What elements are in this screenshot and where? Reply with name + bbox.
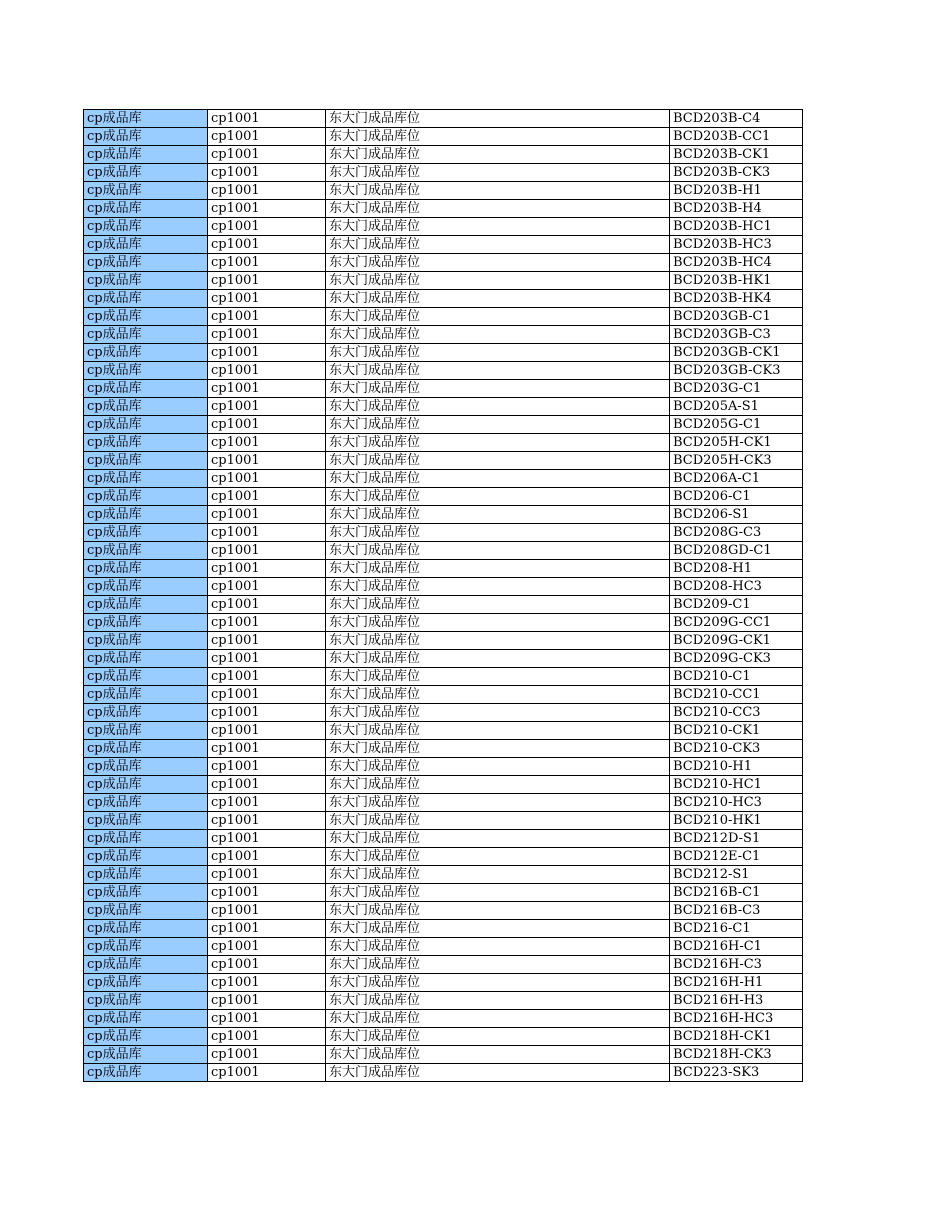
warehouse-cell[interactable]: cp成品库	[84, 722, 208, 740]
model-cell[interactable]: BCD203B-H1	[670, 182, 803, 200]
warehouse-cell[interactable]: cp成品库	[84, 884, 208, 902]
warehouse-cell[interactable]: cp成品库	[84, 830, 208, 848]
model-cell[interactable]: BCD203B-C4	[670, 110, 803, 128]
code-cell[interactable]: cp1001	[208, 290, 326, 308]
warehouse-cell[interactable]: cp成品库	[84, 254, 208, 272]
warehouse-cell[interactable]: cp成品库	[84, 326, 208, 344]
warehouse-cell[interactable]: cp成品库	[84, 686, 208, 704]
table-row	[84, 632, 803, 650]
location-cell[interactable]: 东大门成品库位	[326, 308, 670, 326]
warehouse-cell[interactable]: cp成品库	[84, 362, 208, 380]
table-row	[84, 920, 803, 938]
code-cell[interactable]: cp1001	[208, 992, 326, 1010]
table-row	[84, 560, 803, 578]
location-cell[interactable]: 东大门成品库位	[326, 182, 670, 200]
location-cell[interactable]: 东大门成品库位	[326, 524, 670, 542]
table-row	[84, 686, 803, 704]
code-cell[interactable]: cp1001	[208, 920, 326, 938]
location-cell[interactable]: 东大门成品库位	[326, 344, 670, 362]
table-row	[84, 866, 803, 884]
location-cell[interactable]: 东大门成品库位	[326, 740, 670, 758]
warehouse-cell[interactable]: cp成品库	[84, 344, 208, 362]
location-cell[interactable]: 东大门成品库位	[326, 1028, 670, 1046]
model-cell[interactable]: BCD210-HK1	[670, 812, 803, 830]
model-cell[interactable]: BCD216H-HC3	[670, 1010, 803, 1028]
location-cell[interactable]: 东大门成品库位	[326, 596, 670, 614]
location-cell[interactable]: 东大门成品库位	[326, 146, 670, 164]
location-cell[interactable]: 东大门成品库位	[326, 326, 670, 344]
code-cell[interactable]: cp1001	[208, 560, 326, 578]
model-cell[interactable]: BCD203B-CC1	[670, 128, 803, 146]
warehouse-cell[interactable]: cp成品库	[84, 110, 208, 128]
table-row	[84, 1028, 803, 1046]
warehouse-cell[interactable]: cp成品库	[84, 1010, 208, 1028]
model-cell[interactable]: BCD208-HC3	[670, 578, 803, 596]
table-row	[84, 884, 803, 902]
model-cell[interactable]: BCD212-S1	[670, 866, 803, 884]
code-cell[interactable]: cp1001	[208, 488, 326, 506]
code-cell[interactable]: cp1001	[208, 254, 326, 272]
code-cell[interactable]: cp1001	[208, 578, 326, 596]
table-row	[84, 704, 803, 722]
model-cell[interactable]: BCD216B-C3	[670, 902, 803, 920]
model-cell[interactable]: BCD203B-HC1	[670, 218, 803, 236]
warehouse-cell[interactable]: cp成品库	[84, 668, 208, 686]
table-row	[84, 344, 803, 362]
model-cell[interactable]: BCD203GB-C1	[670, 308, 803, 326]
model-cell[interactable]: BCD216B-C1	[670, 884, 803, 902]
table-row	[84, 362, 803, 380]
table-row	[84, 812, 803, 830]
table-row	[84, 974, 803, 992]
code-cell[interactable]: cp1001	[208, 398, 326, 416]
table-row	[84, 182, 803, 200]
code-cell[interactable]: cp1001	[208, 380, 326, 398]
code-cell[interactable]: cp1001	[208, 848, 326, 866]
warehouse-cell[interactable]: cp成品库	[84, 524, 208, 542]
model-cell[interactable]: BCD203B-HC4	[670, 254, 803, 272]
table-row	[84, 254, 803, 272]
table-row	[84, 236, 803, 254]
table-row	[84, 218, 803, 236]
code-cell[interactable]: cp1001	[208, 1028, 326, 1046]
warehouse-cell[interactable]: cp成品库	[84, 398, 208, 416]
location-cell[interactable]: 东大门成品库位	[326, 1064, 670, 1082]
table-row	[84, 1064, 803, 1082]
model-cell[interactable]: BCD210-CK1	[670, 722, 803, 740]
location-cell[interactable]: 东大门成品库位	[326, 236, 670, 254]
location-cell[interactable]: 东大门成品库位	[326, 578, 670, 596]
table-row	[84, 452, 803, 470]
location-cell[interactable]: 东大门成品库位	[326, 902, 670, 920]
table-row	[84, 722, 803, 740]
code-cell[interactable]: cp1001	[208, 938, 326, 956]
location-cell[interactable]: 东大门成品库位	[326, 848, 670, 866]
warehouse-cell[interactable]: cp成品库	[84, 506, 208, 524]
model-cell[interactable]: BCD206-C1	[670, 488, 803, 506]
location-cell[interactable]: 东大门成品库位	[326, 668, 670, 686]
warehouse-cell[interactable]: cp成品库	[84, 236, 208, 254]
warehouse-cell[interactable]: cp成品库	[84, 758, 208, 776]
location-cell[interactable]: 东大门成品库位	[326, 542, 670, 560]
table-row	[84, 776, 803, 794]
table-row	[84, 992, 803, 1010]
location-cell[interactable]: 东大门成品库位	[326, 776, 670, 794]
model-cell[interactable]: BCD203B-CK1	[670, 146, 803, 164]
table-body	[84, 110, 803, 1082]
warehouse-cell[interactable]: cp成品库	[84, 650, 208, 668]
table-row	[84, 830, 803, 848]
code-cell[interactable]: cp1001	[208, 236, 326, 254]
model-cell[interactable]: BCD216H-C1	[670, 938, 803, 956]
location-cell[interactable]: 东大门成品库位	[326, 974, 670, 992]
code-cell[interactable]: cp1001	[208, 974, 326, 992]
model-cell[interactable]: BCD218H-CK1	[670, 1028, 803, 1046]
code-cell[interactable]: cp1001	[208, 614, 326, 632]
code-cell[interactable]: cp1001	[208, 830, 326, 848]
location-cell[interactable]: 东大门成品库位	[326, 380, 670, 398]
model-cell[interactable]: BCD205H-CK1	[670, 434, 803, 452]
location-cell[interactable]: 东大门成品库位	[326, 758, 670, 776]
code-cell[interactable]: cp1001	[208, 794, 326, 812]
model-cell[interactable]: BCD206A-C1	[670, 470, 803, 488]
warehouse-cell[interactable]: cp成品库	[84, 452, 208, 470]
code-cell[interactable]: cp1001	[208, 200, 326, 218]
location-cell[interactable]: 东大门成品库位	[326, 650, 670, 668]
warehouse-cell[interactable]: cp成品库	[84, 164, 208, 182]
table-row	[84, 506, 803, 524]
warehouse-cell[interactable]: cp成品库	[84, 380, 208, 398]
code-cell[interactable]: cp1001	[208, 722, 326, 740]
model-cell[interactable]: BCD203B-HC3	[670, 236, 803, 254]
code-cell[interactable]: cp1001	[208, 182, 326, 200]
location-cell[interactable]: 东大门成品库位	[326, 686, 670, 704]
warehouse-cell[interactable]: cp成品库	[84, 200, 208, 218]
warehouse-cell[interactable]: cp成品库	[84, 614, 208, 632]
warehouse-cell[interactable]: cp成品库	[84, 146, 208, 164]
code-cell[interactable]: cp1001	[208, 542, 326, 560]
warehouse-cell[interactable]: cp成品库	[84, 794, 208, 812]
location-cell[interactable]: 东大门成品库位	[326, 470, 670, 488]
model-cell[interactable]: BCD205H-CK3	[670, 452, 803, 470]
location-cell[interactable]: 东大门成品库位	[326, 416, 670, 434]
model-cell[interactable]: BCD203B-H4	[670, 200, 803, 218]
table-row	[84, 578, 803, 596]
location-cell[interactable]: 东大门成品库位	[326, 272, 670, 290]
warehouse-cell[interactable]: cp成品库	[84, 218, 208, 236]
table-row	[84, 524, 803, 542]
model-cell[interactable]: BCD203B-CK3	[670, 164, 803, 182]
code-cell[interactable]: cp1001	[208, 416, 326, 434]
warehouse-cell[interactable]: cp成品库	[84, 416, 208, 434]
code-cell[interactable]: cp1001	[208, 506, 326, 524]
table-row	[84, 668, 803, 686]
code-cell[interactable]: cp1001	[208, 272, 326, 290]
table-row	[84, 650, 803, 668]
table-row	[84, 326, 803, 344]
code-cell[interactable]: cp1001	[208, 1064, 326, 1082]
warehouse-cell[interactable]: cp成品库	[84, 902, 208, 920]
code-cell[interactable]: cp1001	[208, 704, 326, 722]
model-cell[interactable]: BCD216H-H3	[670, 992, 803, 1010]
code-cell[interactable]: cp1001	[208, 164, 326, 182]
warehouse-cell[interactable]: cp成品库	[84, 560, 208, 578]
location-cell[interactable]: 东大门成品库位	[326, 290, 670, 308]
model-cell[interactable]: BCD203B-HK4	[670, 290, 803, 308]
code-cell[interactable]: cp1001	[208, 128, 326, 146]
warehouse-cell[interactable]: cp成品库	[84, 1046, 208, 1064]
table-row	[84, 290, 803, 308]
table-row	[84, 542, 803, 560]
table-row	[84, 848, 803, 866]
code-cell[interactable]: cp1001	[208, 812, 326, 830]
model-cell[interactable]: BCD210-C1	[670, 668, 803, 686]
table-row	[84, 1046, 803, 1064]
warehouse-cell[interactable]: cp成品库	[84, 632, 208, 650]
code-cell[interactable]: cp1001	[208, 866, 326, 884]
warehouse-cell[interactable]: cp成品库	[84, 182, 208, 200]
code-cell[interactable]: cp1001	[208, 776, 326, 794]
model-cell[interactable]: BCD210-H1	[670, 758, 803, 776]
code-cell[interactable]: cp1001	[208, 758, 326, 776]
table-row	[84, 596, 803, 614]
table-row	[84, 398, 803, 416]
model-cell[interactable]: BCD203B-HK1	[670, 272, 803, 290]
location-cell[interactable]: 东大门成品库位	[326, 200, 670, 218]
location-cell[interactable]: 东大门成品库位	[326, 794, 670, 812]
location-cell[interactable]: 东大门成品库位	[326, 362, 670, 380]
location-cell[interactable]: 东大门成品库位	[326, 452, 670, 470]
warehouse-cell[interactable]: cp成品库	[84, 1064, 208, 1082]
location-cell[interactable]: 东大门成品库位	[326, 812, 670, 830]
code-cell[interactable]: cp1001	[208, 110, 326, 128]
code-cell[interactable]: cp1001	[208, 434, 326, 452]
code-cell[interactable]: cp1001	[208, 146, 326, 164]
code-cell[interactable]: cp1001	[208, 470, 326, 488]
warehouse-cell[interactable]: cp成品库	[84, 866, 208, 884]
warehouse-cell[interactable]: cp成品库	[84, 290, 208, 308]
table-row	[84, 956, 803, 974]
table-row	[84, 380, 803, 398]
warehouse-cell[interactable]: cp成品库	[84, 848, 208, 866]
table-row	[84, 146, 803, 164]
table-row	[84, 614, 803, 632]
model-cell[interactable]: BCD223-SK3	[670, 1064, 803, 1082]
location-cell[interactable]: 东大门成品库位	[326, 830, 670, 848]
table-row	[84, 200, 803, 218]
location-cell[interactable]: 东大门成品库位	[326, 560, 670, 578]
warehouse-cell[interactable]: cp成品库	[84, 470, 208, 488]
warehouse-cell[interactable]: cp成品库	[84, 128, 208, 146]
code-cell[interactable]: cp1001	[208, 1010, 326, 1028]
warehouse-cell[interactable]: cp成品库	[84, 488, 208, 506]
warehouse-cell[interactable]: cp成品库	[84, 704, 208, 722]
code-cell[interactable]: cp1001	[208, 524, 326, 542]
warehouse-cell[interactable]: cp成品库	[84, 272, 208, 290]
model-cell[interactable]: BCD210-HC1	[670, 776, 803, 794]
table-row	[84, 128, 803, 146]
code-cell[interactable]: cp1001	[208, 1046, 326, 1064]
model-cell[interactable]: BCD216-C1	[670, 920, 803, 938]
warehouse-cell[interactable]: cp成品库	[84, 920, 208, 938]
code-cell[interactable]: cp1001	[208, 632, 326, 650]
model-cell[interactable]: BCD210-CC3	[670, 704, 803, 722]
model-cell[interactable]: BCD210-CC1	[670, 686, 803, 704]
model-cell[interactable]: BCD203GB-C3	[670, 326, 803, 344]
location-cell[interactable]: 东大门成品库位	[326, 110, 670, 128]
code-cell[interactable]: cp1001	[208, 686, 326, 704]
model-cell[interactable]: BCD206-S1	[670, 506, 803, 524]
location-cell[interactable]: 东大门成品库位	[326, 1046, 670, 1064]
table-row	[84, 434, 803, 452]
warehouse-cell[interactable]: cp成品库	[84, 992, 208, 1010]
model-cell[interactable]: BCD208G-C3	[670, 524, 803, 542]
model-cell[interactable]: BCD212E-C1	[670, 848, 803, 866]
location-cell[interactable]: 东大门成品库位	[326, 218, 670, 236]
warehouse-cell[interactable]: cp成品库	[84, 956, 208, 974]
model-cell[interactable]: BCD209G-CC1	[670, 614, 803, 632]
warehouse-cell[interactable]: cp成品库	[84, 740, 208, 758]
model-cell[interactable]: BCD203GB-CK1	[670, 344, 803, 362]
location-cell[interactable]: 东大门成品库位	[326, 1010, 670, 1028]
location-cell[interactable]: 东大门成品库位	[326, 866, 670, 884]
location-cell[interactable]: 东大门成品库位	[326, 956, 670, 974]
table-row	[84, 758, 803, 776]
code-cell[interactable]: cp1001	[208, 344, 326, 362]
location-cell[interactable]: 东大门成品库位	[326, 992, 670, 1010]
code-cell[interactable]: cp1001	[208, 668, 326, 686]
location-cell[interactable]: 东大门成品库位	[326, 884, 670, 902]
location-cell[interactable]: 东大门成品库位	[326, 254, 670, 272]
table-row	[84, 488, 803, 506]
model-cell[interactable]: BCD208-H1	[670, 560, 803, 578]
code-cell[interactable]: cp1001	[208, 452, 326, 470]
model-cell[interactable]: BCD218H-CK3	[670, 1046, 803, 1064]
warehouse-cell[interactable]: cp成品库	[84, 434, 208, 452]
model-cell[interactable]: BCD212D-S1	[670, 830, 803, 848]
warehouse-cell[interactable]: cp成品库	[84, 542, 208, 560]
model-cell[interactable]: BCD203G-C1	[670, 380, 803, 398]
location-cell[interactable]: 东大门成品库位	[326, 920, 670, 938]
location-cell[interactable]: 东大门成品库位	[326, 632, 670, 650]
table-row	[84, 470, 803, 488]
warehouse-cell[interactable]: cp成品库	[84, 578, 208, 596]
code-cell[interactable]: cp1001	[208, 362, 326, 380]
table-row	[84, 1010, 803, 1028]
model-cell[interactable]: BCD216H-H1	[670, 974, 803, 992]
code-cell[interactable]: cp1001	[208, 650, 326, 668]
model-cell[interactable]: BCD209G-CK1	[670, 632, 803, 650]
code-cell[interactable]: cp1001	[208, 884, 326, 902]
table-row	[84, 110, 803, 128]
location-cell[interactable]: 东大门成品库位	[326, 506, 670, 524]
model-cell[interactable]: BCD205G-C1	[670, 416, 803, 434]
table-row	[84, 794, 803, 812]
table-row	[84, 416, 803, 434]
code-cell[interactable]: cp1001	[208, 740, 326, 758]
location-cell[interactable]: 东大门成品库位	[326, 614, 670, 632]
table-row	[84, 164, 803, 182]
table-row	[84, 308, 803, 326]
warehouse-cell[interactable]: cp成品库	[84, 308, 208, 326]
location-cell[interactable]: 东大门成品库位	[326, 704, 670, 722]
model-cell[interactable]: BCD210-HC3	[670, 794, 803, 812]
warehouse-cell[interactable]: cp成品库	[84, 1028, 208, 1046]
location-cell[interactable]: 东大门成品库位	[326, 398, 670, 416]
model-cell[interactable]: BCD210-CK3	[670, 740, 803, 758]
table-row	[84, 938, 803, 956]
location-cell[interactable]: 东大门成品库位	[326, 128, 670, 146]
table-row	[84, 272, 803, 290]
location-cell[interactable]: 东大门成品库位	[326, 722, 670, 740]
data-table	[83, 109, 803, 1082]
model-cell[interactable]: BCD209G-CK3	[670, 650, 803, 668]
code-cell[interactable]: cp1001	[208, 902, 326, 920]
warehouse-cell[interactable]: cp成品库	[84, 776, 208, 794]
location-cell[interactable]: 东大门成品库位	[326, 164, 670, 182]
table-row	[84, 902, 803, 920]
warehouse-cell[interactable]: cp成品库	[84, 596, 208, 614]
model-cell[interactable]: BCD208GD-C1	[670, 542, 803, 560]
code-cell[interactable]: cp1001	[208, 308, 326, 326]
code-cell[interactable]: cp1001	[208, 326, 326, 344]
warehouse-cell[interactable]: cp成品库	[84, 938, 208, 956]
warehouse-cell[interactable]: cp成品库	[84, 974, 208, 992]
code-cell[interactable]: cp1001	[208, 596, 326, 614]
model-cell[interactable]: BCD205A-S1	[670, 398, 803, 416]
model-cell[interactable]: BCD203GB-CK3	[670, 362, 803, 380]
code-cell[interactable]: cp1001	[208, 218, 326, 236]
location-cell[interactable]: 东大门成品库位	[326, 938, 670, 956]
location-cell[interactable]: 东大门成品库位	[326, 434, 670, 452]
code-cell[interactable]: cp1001	[208, 956, 326, 974]
warehouse-cell[interactable]: cp成品库	[84, 812, 208, 830]
model-cell[interactable]: BCD216H-C3	[670, 956, 803, 974]
table-row	[84, 740, 803, 758]
model-cell[interactable]: BCD209-C1	[670, 596, 803, 614]
location-cell[interactable]: 东大门成品库位	[326, 488, 670, 506]
